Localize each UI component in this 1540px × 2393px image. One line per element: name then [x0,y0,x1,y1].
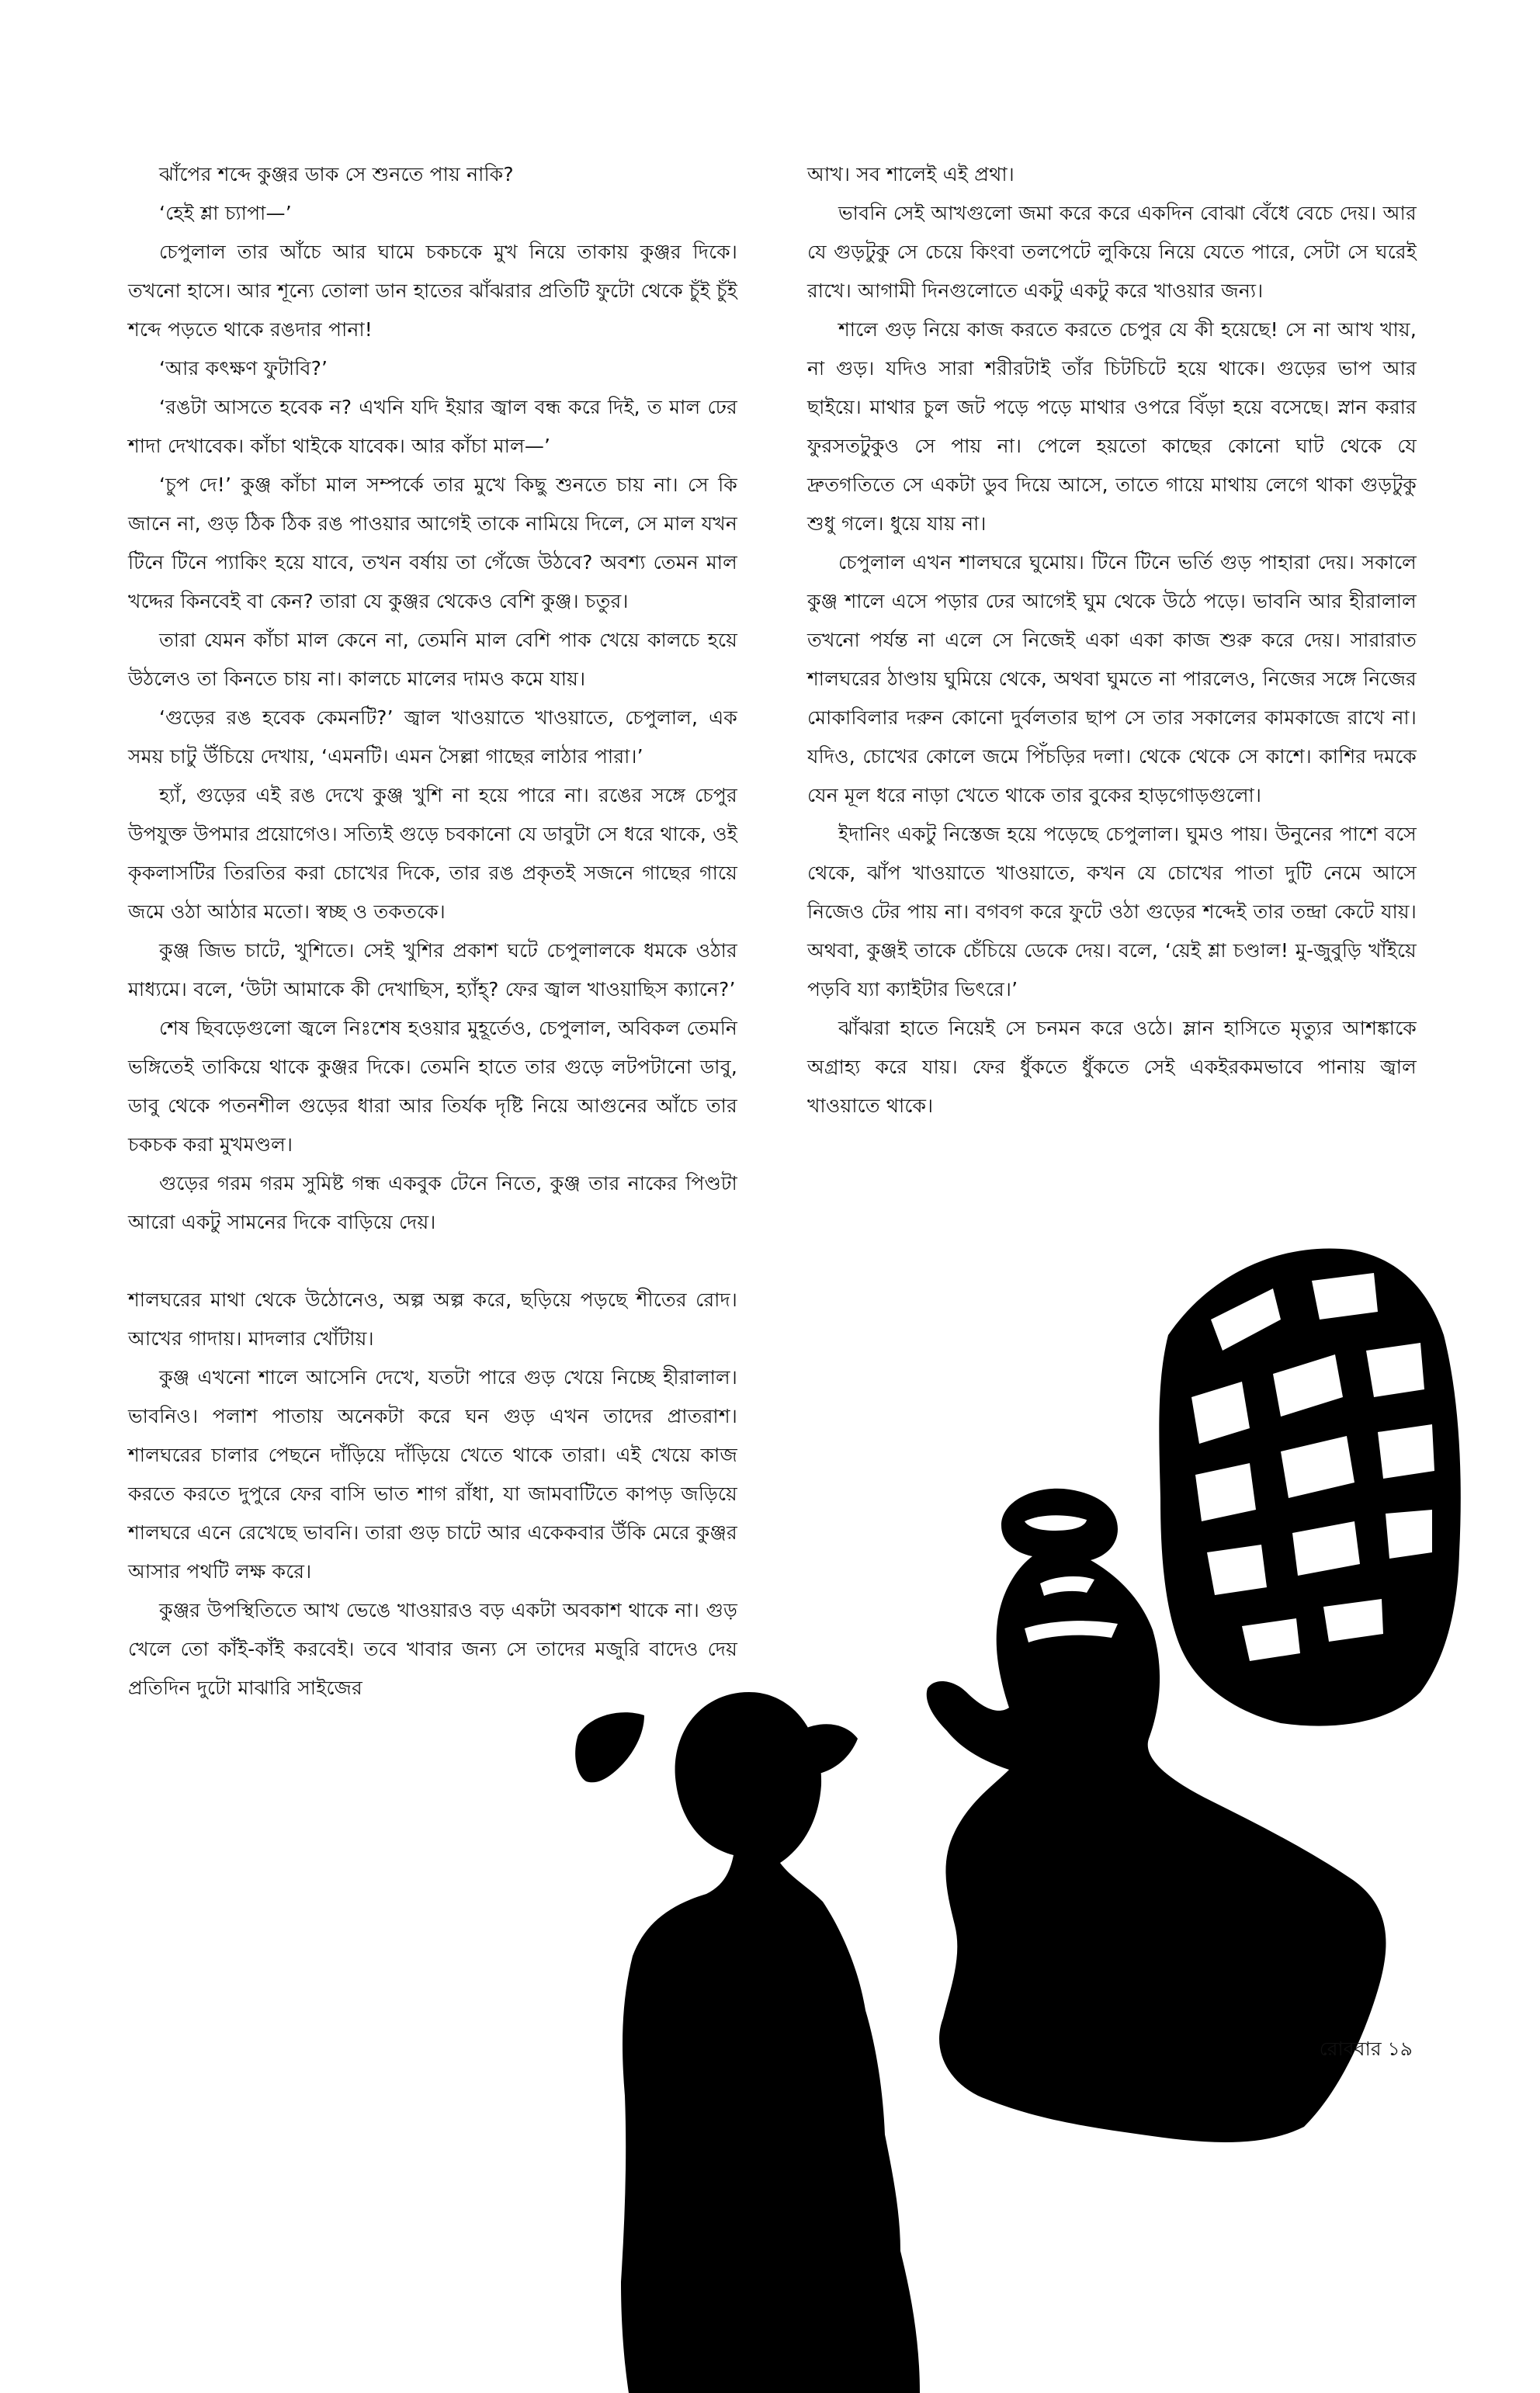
paragraph: হ্যাঁ, গুড়ের এই রঙ দেখে কুঞ্জ খুশি না হয়ে পারে না। রঙের সঙ্গে চেপুর উপযুক্ত উপমার প্রয়োগেও। সত্যিই গুড়ে চবকানো যে ডাবুটা সে ধরে থাকে, ওই কৃকলাসটির তিরতির করা চোখের দিকে, তার রঙ প্রকৃতই সজনে গাছের গায়ে জমে ওঠা আঠার মতো। স্বচ্ছ ও তকতকে। [128,784,737,923]
paragraph: ‘রঙটা আসতে হবেক ন? এখনি যদি ইয়ার জ্বাল বন্ধ করে দিই, ত মাল ঢের শাদা দেখাবেক। কাঁচা থাইকে যাবেক। আর কাঁচা মাল—’ [128,396,737,457]
paragraph: ‘চুপ দে!’ কুঞ্জ কাঁচা মাল সম্পর্কে তার মুখে কিছু শুনতে চায় না। সে কি জানে না, গুড় ঠিক ঠিক রঙ পাওয়ার আগেই তাকে নামিয়ে দিলে, সে মাল যখন টিনে টিনে প্যাকিং হয়ে যাবে, তখন বর্ষায় তা গেঁজে উঠবে? অবশ্য তেমন মাল খদ্দের কিনবেই বা কেন? তারা যে কুঞ্জর থেকেও বেশি কুঞ্জ। চতুর। [128,473,737,612]
cane-basket-silhouette [1159,1248,1460,1725]
paragraph: শেষ ছিবড়েগুলো জ্বলে নিঃশেষ হওয়ার মুহূর্তেও, চেপুলাল, অবিকল তেমনি ভঙ্গিতেই তাকিয়ে থাকে কুঞ্জর দিকে। তেমনি হাতে তার গুড়ে লটপটানো ডাবু, ডাবু থেকে পতনশীল গুড়ের ধারা আর তির্যক দৃষ্টি নিয়ে আগুনের আঁচে তার চকচক করা মুখমণ্ডল। [128,1017,737,1156]
paragraph: চেপুলাল তার আঁচে আর ঘামে চকচকে মুখ নিয়ে তাকায় কুঞ্জর দিকে। তখনো হাসে। আর শূন্যে তোলা ডান হাতের ঝাঁঝরার প্রতিটি ফুটো থেকে চুঁই চুঁই শব্দে পড়তে থাকে রঙদার পানা! [128,241,737,341]
paragraph: তারা যেমন কাঁচা মাল কেনে না, তেমনি মাল বেশি পাক খেয়ে কালচে হয়ে উঠলেও তা কিনতে চায় না। কালচে মালের দামও কমে যায়। [128,629,737,690]
paragraph: শালে গুড় নিয়ে কাজ করতে করতে চেপুর যে কী হয়েছে! সে না আখ খায়, না গুড়। যদিও সারা শরীরটাই তাঁর চিটচিটে হয়ে থাকে। গুড়ের ভাপ আর ছাইয়ে। মাথার চুল জট পড়ে পড়ে মাথার ওপরে বিঁড়া হয়ে বসেছে। স্নান করার ফুরসতটুকুও সে পায় না। পেলে হয়তো কাছের কোনো ঘাট থেকে যে দ্রুতগতিতে সে একটা ডুব দিয়ে আসে, তাতে গায়ে মাথায় লেগে থাকা গুড়টুকু শুধু গলে। ধুয়ে যায় না। [807,318,1417,535]
paragraph: ‘আর কৎক্ষণ ফুটাবি?’ [159,357,328,380]
standing-figure-silhouette [575,1692,920,2393]
paragraph: শালঘরের মাথা থেকে উঠোনেও, অল্প অল্প করে, ছড়িয়ে পড়ছে শীতের রোদ। আখের গাদায়। মাদলার খোঁটায়। [128,1288,737,1350]
paragraph: ‘হেই শ্লা চ্যাপা—’ [159,202,292,224]
paragraph: আখ। সব শালেই এই প্রথা। [807,163,1015,186]
paragraph: ‘গুড়ের রঙ হবেক কেমনটি?’ জ্বাল খাওয়াতে খাওয়াতে, চেপুলাল, এক সময় চাটু উঁচিয়ে দেখায়, ‘এমনটি। এমন সৈল্লা গাছের লাঠার পারা।’ [128,706,737,768]
paragraph: চেপুলাল এখন শালঘরে ঘুমোয়। টিনে টিনে ভর্তি গুড় পাহারা দেয়। সকালে কুঞ্জ শালে এসে পড়ার ঢের আগেই ঘুম থেকে উঠে পড়ে। ভাবনি আর হীরালাল তখনো পর্যন্ত না এলে সে নিজেই একা একা কাজ শুরু করে দেয়। সারারাত শালঘরের ঠাণ্ডায় ঘুমিয়ে থেকে, অথবা ঘুমতে না পারলেও, নিজের সঙ্গে নিজের মোকাবিলার দরুন কোনো দুর্বলতার ছাপ সে তার সকালের কামকাজে রাখে না। যদিও, চোখের কোলে জমে পিঁচড়ির দলা। থেকে থেকে সে কাশে। কাশির দমকে যেন মূল ধরে নাড়া খেতে থাকে তার বুকের হাড়গোড়গুলো। [807,551,1417,806]
paragraph: ভাবনি সেই আখগুলো জমা করে করে একদিন বোঝা বেঁধে বেচে দেয়। আর যে গুড়টুকু সে চেয়ে কিংবা তলপেটে লুকিয়ে নিয়ে যেতে পারে, সেটা সে ঘরেই রাখে। আগামী দিনগুলোতে একটু একটু করে খাওয়ার জন্য। [807,202,1417,302]
paragraph: কুঞ্জর উপস্থিতিতে আখ ভেঙে খাওয়ারও বড় একটা অবকাশ থাকে না। গুড় খেলে তো কাঁই-কাঁই করবেই। তবে খাবার জন্য সে তাদের মজুরি বাদেও দেয় প্রতিদিন দুটো মাঝারি সাইজের [128,1599,737,1699]
paragraph: কুঞ্জ জিভ চাটে, খুশিতে। সেই খুশির প্রকাশ ঘটে চেপুলালকে ধমকে ওঠার মাধ্যমে। বলে, ‘উটা আমাকে কী দেখাছিস, হ্যাঁহ্? ফের জ্বাল খাওয়াছিস ক্যানে?’ [128,939,737,1001]
page-number: রোববার ১৯ [1319,2038,1413,2060]
paragraph: কুঞ্জ এখনো শালে আসেনি দেখে, যতটা পারে গুড় খেয়ে নিচ্ছে হীরালাল। ভাবনিও। পলাশ পাতায় অনেকটা করে ঘন গুড় এখন তাদের প্রাতরাশ। শালঘরের চালার পেছনে দাঁড়িয়ে দাঁড়িয়ে খেতে থাকে তারা। এই খেয়ে কাজ করতে করতে দুপুরে ফের বাসি ভাত শাগ রাঁধা, যা জামবাটিতে কাপড় জড়িয়ে শালঘরে এনে রেখেছে ভাবনি। তারা গুড় চাটে আর একেকবার উঁকি মেরে কুঞ্জর আসার পথটি লক্ষ করে। [128,1366,737,1583]
paragraph: ঝাঁঝরা হাতে নিয়েই সে চনমন করে ওঠে। ম্লান হাসিতে মৃত্যুর আশঙ্কাকে অগ্রাহ্য করে যায়। ফের ধুঁকতে ধুঁকতে সেই একইরকমভাবে পানায় জ্বাল খাওয়াতে থাকে। [807,1017,1417,1117]
paragraph: গুড়ের গরম গরম সুমিষ্ট গন্ধ একবুক টেনে নিতে, কুঞ্জ তার নাকের পিণ্ডটা আরো একটু সামনের দিকে বাড়িয়ে দেয়। [128,1172,737,1233]
paragraph: ইদানিং একটু নিস্তেজ হয়ে পড়েছে চেপুলাল। ঘুমও পায়। উনুনের পাশে বসে থেকে, ঝাঁপ খাওয়াতে খাওয়াতে, কখন যে চোখের পাতা দুটি নেমে আসে নিজেও টের পায় না। বগবগ করে ফুটে ওঠা গুড়ের শব্দেই তার তন্দ্রা কেটে যায়। অথবা, কুঞ্জই তাকে চেঁচিয়ে ডেকে দেয়। বলে, ‘য়েই শ্লা চণ্ডাল! মু-জুবুড়ি খাঁইয়ে পড়বি য্যা ক্যাইটার ভিৎরে।’ [807,823,1417,1001]
paragraph: ঝাঁপের শব্দে কুঞ্জর ডাক সে শুনতে পায় নাকি? [159,163,514,186]
